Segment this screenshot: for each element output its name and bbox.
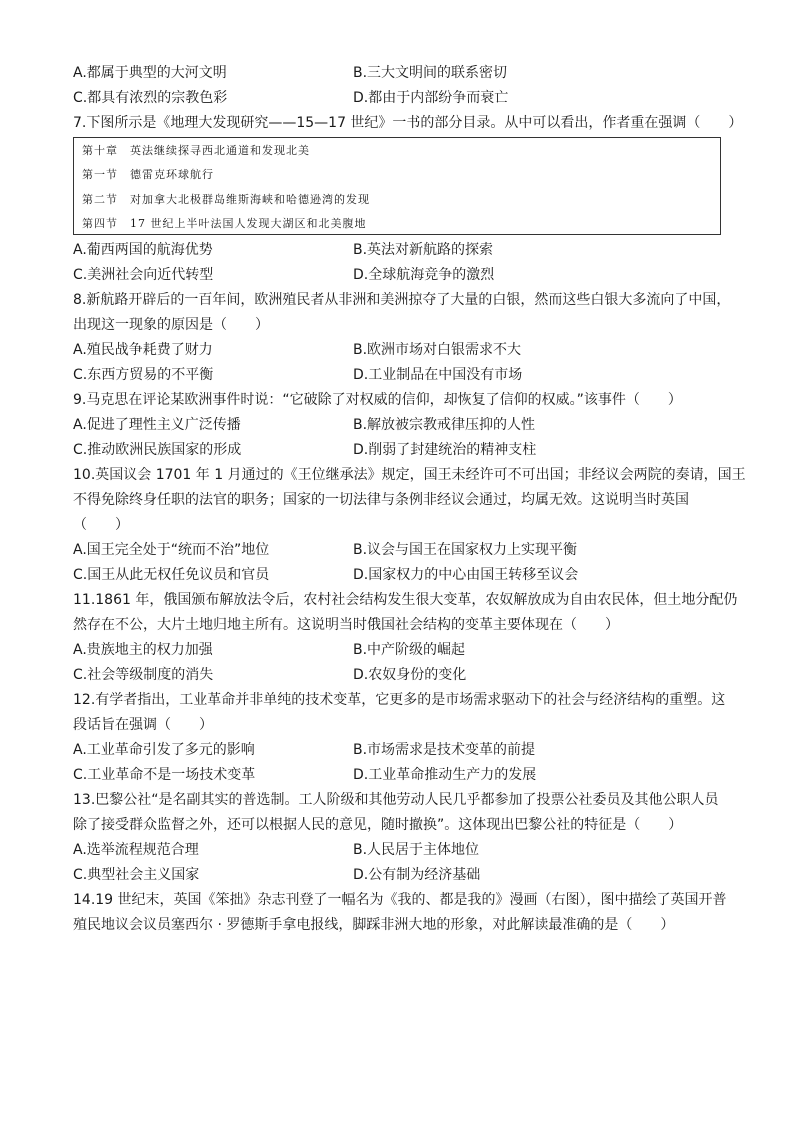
q11-option-d: D.农奴身份的变化 [353,667,467,683]
q14-stem-line2: 殖民地议会议员塞西尔 · 罗德斯手拿电报线，脚踩非洲大地的形象，对此解读最准确的是（ ） [73,917,675,933]
q8-option-b: B.欧洲市场对白银需求不大 [353,342,522,358]
q13-option-d: D.公有制为经济基础 [353,867,481,883]
q10-option-d: D.国家权力的中心由国王转移至议会 [353,567,579,583]
q14-stem-line1: 14.19 世纪末，英国《笨拙》杂志刊登了一幅名为《我的、都是我的》漫画（右图），图中描绘了英国开普 [73,892,727,908]
q8-option-a: A.殖民战争耗费了财力 [73,342,213,358]
q12-option-d: D.工业革命推动生产力的发展 [353,767,537,783]
q9-option-a: A.促进了理性主义广泛传播 [73,417,241,433]
q13-option-a: A.选举流程规范合理 [73,842,199,858]
q10-stem-line2: 不得免除终身任职的法官的职务；国家的一切法律与条例非经议会通过，均属无效。这说明当时英国 [73,492,689,508]
q6-option-c: C.都具有浓烈的宗教色彩 [73,90,228,106]
q13-stem-line1: 13.巴黎公社“是名副其实的普选制。工人阶级和其他劳动人民几乎都参加了投票公社委员及其他公职人员 [73,792,719,808]
toc-row: 第一节 德雷克环球航行 [82,168,214,181]
q12-stem-line2: 段话旨在强调（ ） [73,717,213,733]
q6-option-b: B.三大文明间的联系密切 [353,65,508,81]
q12-stem-line1: 12.有学者指出，工业革命并非单纯的技术变革，它更多的是市场需求驱动下的社会与经济结构的重塑。这 [73,692,726,708]
q7-option-d: D.全球航海竞争的激烈 [353,267,495,283]
q10-option-b: B.议会与国王在国家权力上实现平衡 [353,542,578,558]
toc-row: 第四节 17 世纪上半叶法国人发现大湖区和北美腹地 [82,217,367,230]
q8-option-c: C.东西方贸易的不平衡 [73,367,214,383]
q13-stem-line2: 除了接受群众监督之外，还可以根据人民的意见，随时撤换”。这体现出巴黎公社的特征是（ ） [73,817,683,833]
q7-table-of-contents [73,137,721,235]
q12-option-c: C.工业革命不是一场技术变革 [73,767,256,783]
q6-option-a: A.都属于典型的大河文明 [73,65,227,81]
q13-option-b: B.人民居于主体地位 [353,842,480,858]
q8-stem-line2: 出现这一现象的原因是（ ） [73,317,269,333]
q11-option-b: B.中产阶级的崛起 [353,642,466,658]
q7-stem: 7.下图所示是《地理大发现研究——15—17 世纪》一书的部分目录。从中可以看出，作者重在强调（ ） [73,115,743,131]
q9-option-c: C.推动欧洲民族国家的形成 [73,442,242,458]
q9-stem: 9.马克思在评论某欧洲事件时说：“它破除了对权威的信仰，却恢复了信仰的权威。”该事件（ ） [73,392,682,408]
q11-option-c: C.社会等级制度的消失 [73,667,214,683]
q7-option-b: B.英法对新航路的探索 [353,242,494,258]
q7-option-c: C.美洲社会向近代转型 [73,267,214,283]
toc-row: 第十章 英法继续探寻西北通道和发现北美 [82,144,310,157]
q9-option-b: B.解放被宗教戒律压抑的人性 [353,417,536,433]
q11-option-a: A.贵族地主的权力加强 [73,642,213,658]
q8-stem-line1: 8.新航路开辟后的一百年间，欧洲殖民者从非洲和美洲掠夺了大量的白银，然而这些白银大多流向了中国， [73,292,731,308]
q7-option-a: A.葡西两国的航海优势 [73,242,213,258]
q10-stem-line1: 10.英国议会 1701 年 1 月通过的《王位继承法》规定，国王未经许可不可出国；非经议会两院的奏请，国王 [73,467,746,483]
q8-option-d: D.工业制品在中国没有市场 [353,367,523,383]
q9-option-d: D.削弱了封建统治的精神支柱 [353,442,537,458]
q12-option-a: A.工业革命引发了多元的影响 [73,742,255,758]
q12-option-b: B.市场需求是技术变革的前提 [353,742,536,758]
q11-stem-line1: 11.1861 年，俄国颁布解放法令后，农村社会结构发生很大变革，农奴解放成为自由农民体，但土地分配仍 [73,592,738,608]
toc-row: 第二节 对加拿大北极群岛维斯海峡和哈德逊湾的发现 [82,193,370,206]
q10-stem-line3: （ ） [73,517,129,533]
q13-option-c: C.典型社会主义国家 [73,867,200,883]
q11-stem-line2: 然存在不公，大片土地归地主所有。这说明当时俄国社会结构的变革主要体现在（ ） [73,617,619,633]
q6-option-d: D.都由于内部纷争而衰亡 [353,90,509,106]
q10-option-c: C.国王从此无权任免议员和官员 [73,567,270,583]
q10-option-a: A.国王完全处于“统而不治”地位 [73,542,270,558]
